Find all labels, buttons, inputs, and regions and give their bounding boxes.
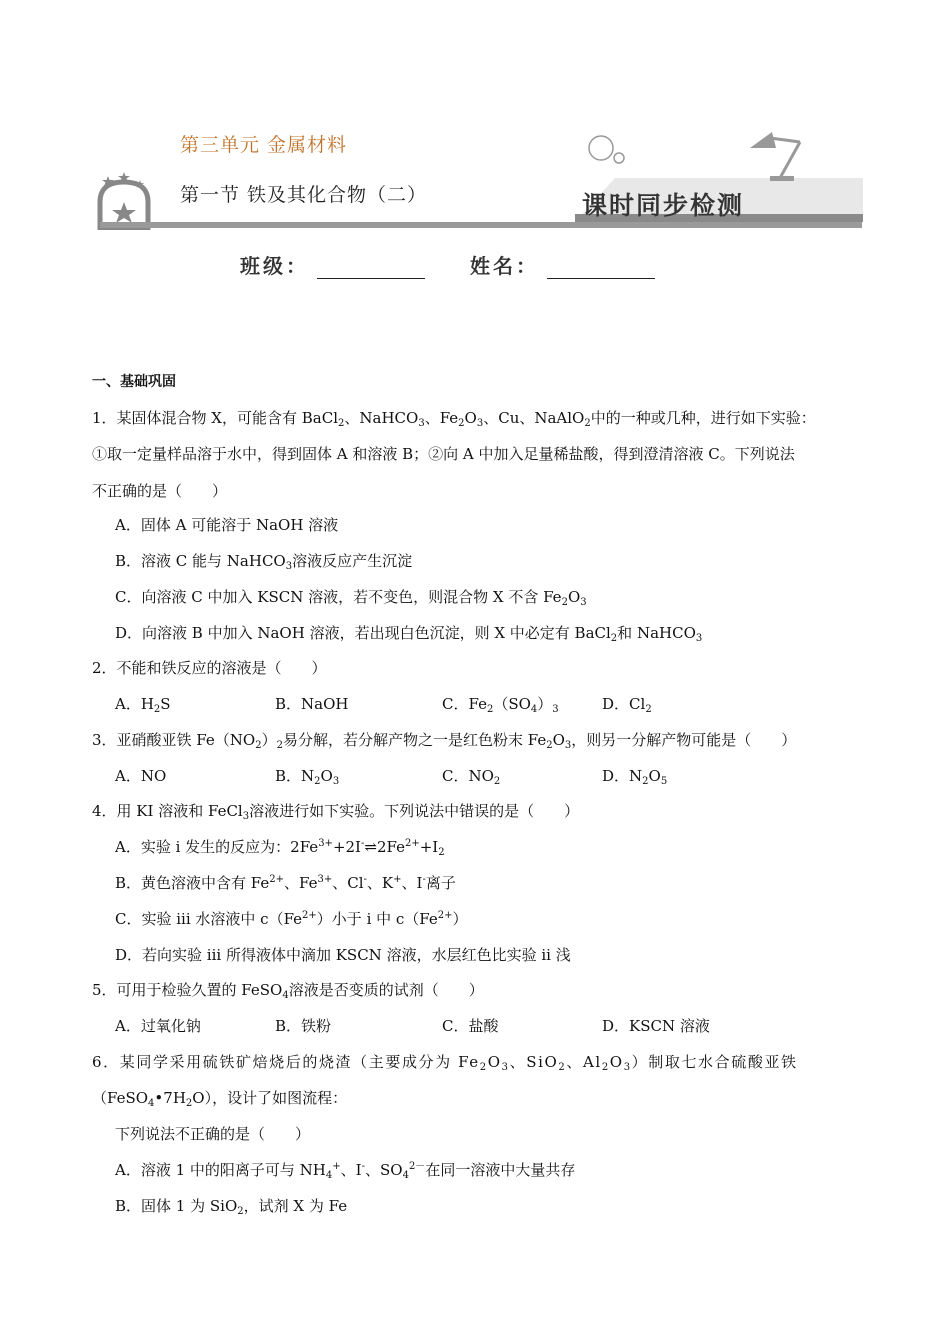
lamp-icon (740, 128, 820, 184)
question-1-line-3: 不正确的是（ ） (92, 482, 228, 500)
question-6-option-b: B．固体 1 为 SiO$_2$，试剂 X 为 Fe (115, 1197, 348, 1217)
question-2-option-c: C．$Fe_2(SO_4)_3$ (442, 695, 559, 715)
class-blank[interactable] (317, 260, 425, 279)
question-1-option-d: D．向溶液 B 中加入 NaOH 溶液，若出现白色沉淀，则 X 中必定有 BaCl$_2$和 NaHCO$_3$ (115, 624, 703, 644)
question-1-option-b: B．溶液 C 能与 NaHCO$_3$溶液反应产生沉淀 (115, 552, 413, 572)
question-3-option-d: D．$N_2O_5$ (602, 767, 668, 787)
question-5-option-b: B．铁粉 (275, 1017, 332, 1035)
question-3-stem: 3．亚硝酸亚铁 $Fe(NO_2)_2$易分解，若分解产物之一是红色粉末 $Fe_2O_3$，则另一分解产物可能是（ ） (92, 731, 797, 751)
question-5-option-d: D．KSCN 溶液 (602, 1017, 710, 1035)
question-4-option-c: C．实验 iii 水溶液中 $c(Fe^{2+})$小于 i 中 $c(Fe^{2+})$ (115, 910, 468, 928)
question-2-stem: 2．不能和铁反应的溶液是（ ） (92, 659, 327, 677)
question-1-option-c: C．向溶液 C 中加入 KSCN 溶液，若不变色，则混合物 X 不含 $Fe_2O_3$ (115, 588, 587, 608)
name-blank[interactable] (547, 260, 655, 279)
question-1-line-2: ①取一定量样品溶于水中，得到固体 A 和溶液 B；②向 A 中加入足量稀盐酸，得到澄清溶液 C。下列说法 (92, 445, 795, 463)
name-label: 姓名： (470, 254, 539, 278)
question-5-option-c: C．盐酸 (442, 1017, 499, 1035)
section-heading: 一、基础巩固 (92, 374, 176, 390)
question-6-line-1: 6．某同学采用硫铁矿焙烧后的烧渣（主要成分为 $Fe_2O_3$、SiO$_2$、$Al_2O_3$）制取七水合硫酸亚铁 (92, 1053, 798, 1073)
banner-rule (100, 222, 862, 228)
section-title: 第一节 铁及其化合物（二） (180, 184, 428, 206)
question-5-stem: 5．可用于检验久置的 FeSO$_4$溶液是否变质的试剂（ ） (92, 981, 484, 1001)
question-3-option-a: A．NO (115, 767, 167, 785)
question-4-option-b: B．黄色溶液中含有 $Fe^{2+}$、$Fe^{3+}$、Cl-、K+、I-离子 (115, 874, 456, 892)
question-1-option-a: A．固体 A 可能溶于 NaOH 溶液 (115, 516, 339, 534)
question-3-option-b: B．$N_2O_3$ (275, 767, 340, 787)
unit-title: 第三单元 金属材料 (180, 134, 348, 156)
question-6-line-3: 下列说法不正确的是（ ） (115, 1125, 311, 1143)
question-4-option-d: D．若向实验 iii 所得液体中滴加 KSCN 溶液，水层红色比实验 ii 浅 (115, 946, 571, 964)
name-field (470, 250, 655, 279)
question-4-option-a: A．实验 i 发生的反应为：$2Fe^{3+}+2I^-\rightleftharpoons 2Fe^{2+}+I_2$ (115, 838, 445, 858)
question-2-option-a: A．$H_2S$ (115, 695, 171, 715)
question-6-line-2: $(FeSO_4•7H_2O)$，设计了如图流程： (92, 1089, 348, 1109)
question-2-option-b: B．NaOH (275, 695, 349, 713)
question-4-stem: 4．用 KI 溶液和 FeCl$_3$溶液进行如下实验。下列说法中错误的是（ ） (92, 802, 580, 822)
question-2-option-d: D．$Cl_2$ (602, 695, 652, 715)
class-field (240, 250, 425, 279)
question-1-line-1: 1．某固体混合物 X，可能含有 BaCl$_2$、NaHCO$_3$、$Fe_2O_3$、Cu、NaAlO$_2$中的一种或几种，进行如下实验： (92, 409, 816, 429)
question-5-option-a: A．过氧化钠 (115, 1017, 201, 1035)
question-6-option-a: A．溶液 1 中的阳离子可与 $NH_4^+$、I-、$SO_4^{2-}$在同一溶液中大量共存 (115, 1161, 576, 1181)
question-3-option-c: C．$NO_2$ (442, 767, 501, 787)
class-label: 班级： (240, 254, 309, 278)
banner-title: 课时同步检测 (582, 191, 745, 220)
bubbles-icon (585, 130, 685, 170)
